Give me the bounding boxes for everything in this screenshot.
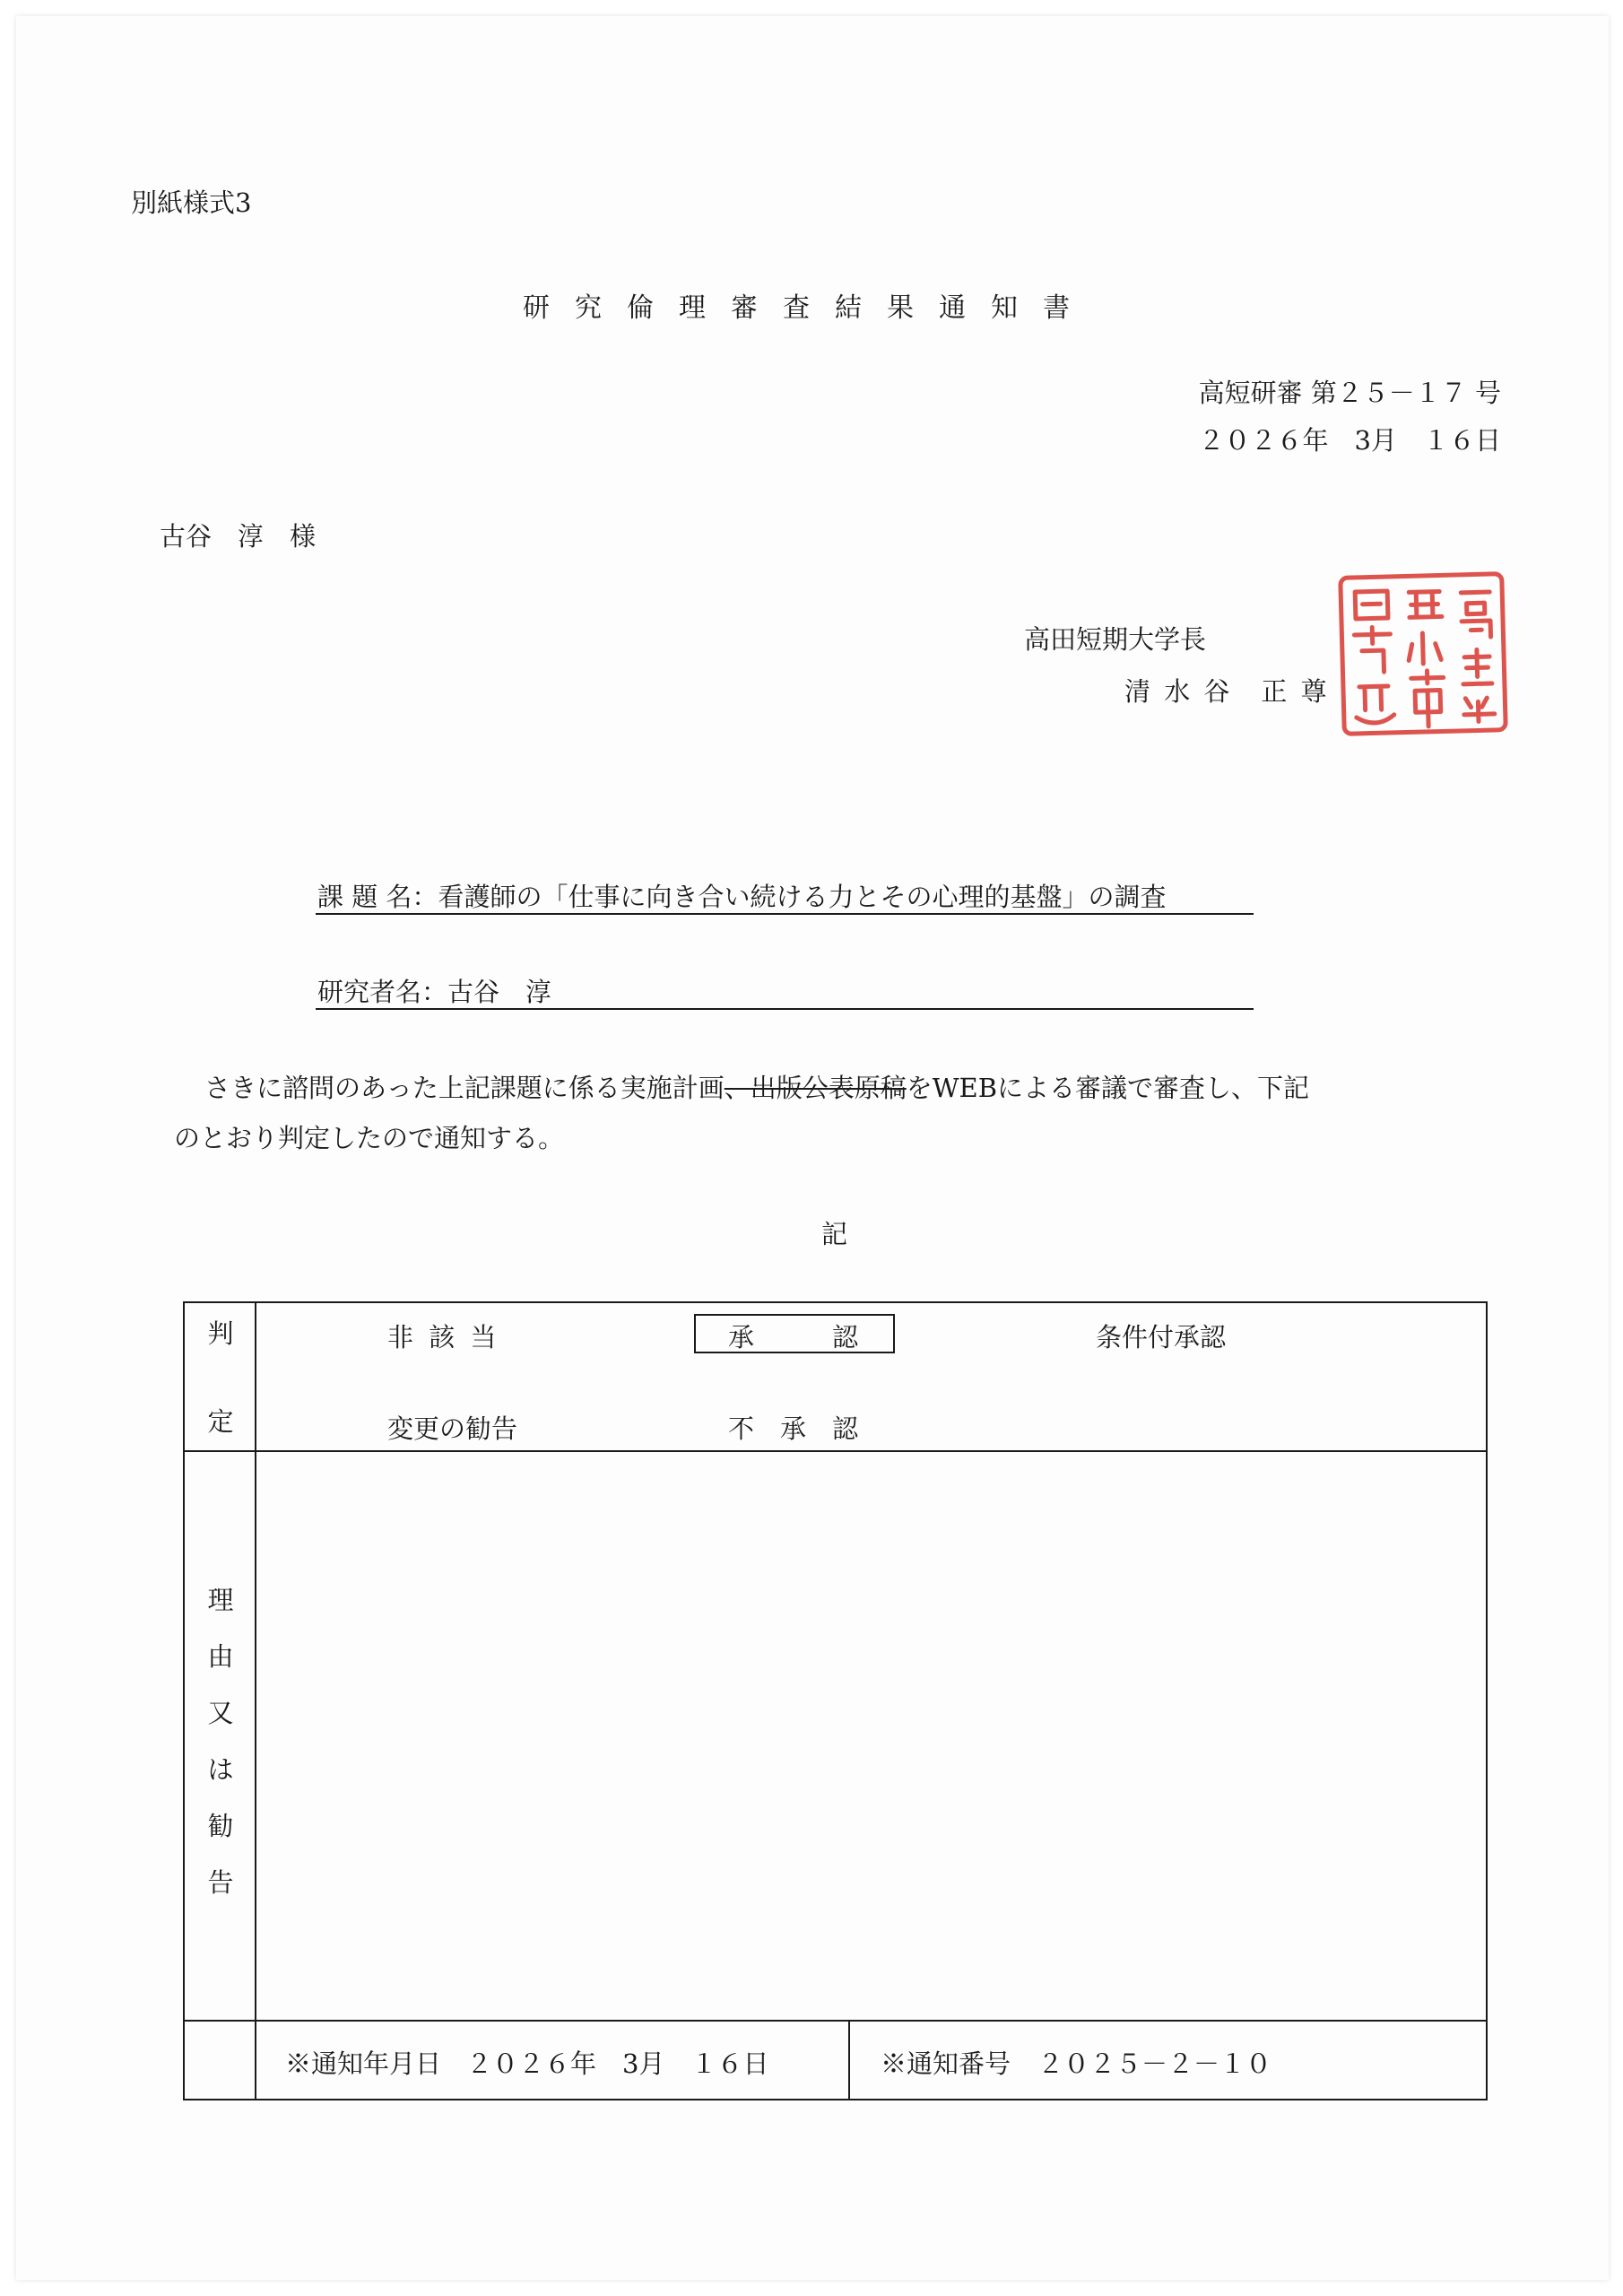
researcher-value: 古谷 淳 bbox=[447, 977, 552, 1007]
notify-date-label: ※通知年月日 bbox=[285, 2048, 442, 2079]
reason-label-char-4: は bbox=[207, 1754, 234, 1785]
recipient: 古谷 淳 様 bbox=[160, 521, 317, 552]
reason-label-char-1: 理 bbox=[207, 1585, 234, 1615]
option-not-applicable[interactable]: 非 該 当 bbox=[387, 1322, 500, 1352]
body-line-2: のとおり判定したので通知する。 bbox=[174, 1123, 565, 1153]
option-change-recommended[interactable]: 変更の勧告 bbox=[387, 1413, 518, 1444]
reason-row-divider bbox=[185, 2020, 1486, 2022]
document-title: 研究倫理審査結果通知書 bbox=[523, 292, 1095, 324]
judgement-label-bottom: 定 bbox=[207, 1406, 234, 1437]
reason-label-char-6: 告 bbox=[207, 1867, 234, 1898]
subject-value: 看護師の「仕事に向き合い続ける力とその心理的基盤」の調査 bbox=[438, 882, 1167, 912]
issue-date: ２０２６年 3月 １６日 bbox=[1198, 425, 1501, 456]
official-seal bbox=[1335, 567, 1512, 742]
reason-label-char-2: 由 bbox=[207, 1641, 234, 1672]
notify-date bbox=[285, 2044, 768, 2081]
issuer-name: 清 水 谷 正 尊 bbox=[1124, 676, 1330, 707]
judgement-table bbox=[183, 1301, 1488, 2100]
struck-text: 、出版公表原稿 bbox=[724, 1073, 907, 1103]
ki-heading: 記 bbox=[821, 1219, 848, 1249]
reason-label-char-3: 又 bbox=[207, 1698, 234, 1728]
judgement-row-divider bbox=[185, 1450, 1486, 1452]
researcher-line bbox=[317, 972, 551, 1009]
option-conditional-approval[interactable]: 条件付承認 bbox=[1096, 1322, 1227, 1352]
subject-line bbox=[317, 877, 1166, 914]
judgement-label-top: 判 bbox=[207, 1318, 234, 1349]
notify-number-label: ※通知番号 bbox=[881, 2048, 1011, 2079]
reason-label-char-5: 勧 bbox=[207, 1811, 234, 1841]
document-page bbox=[16, 16, 1609, 2280]
body-text-part2: をWEBによる審議で審査し、下記 bbox=[906, 1073, 1310, 1103]
reference-number: 高短研審 第２５－１７ 号 bbox=[1198, 378, 1501, 408]
researcher-label: 研究者名： bbox=[317, 977, 448, 1007]
footer-divider bbox=[848, 2020, 850, 2099]
issuer-org: 高田短期大学長 bbox=[1024, 624, 1207, 655]
subject-label: 課 題 名： bbox=[317, 882, 438, 912]
notify-number-value: ２０２５－２－１０ bbox=[1037, 2048, 1272, 2079]
body-line-1 bbox=[204, 1068, 1309, 1105]
option-approved[interactable]: 承 認 bbox=[728, 1322, 859, 1352]
body-text-part1: さきに諮問のあった上記課題に係る実施計画 bbox=[204, 1073, 725, 1103]
notify-date-value: ２０２６年 3月 １６日 bbox=[466, 2048, 769, 2079]
form-label: 別紙様式3 bbox=[131, 187, 252, 218]
option-not-approved[interactable]: 不 承 認 bbox=[728, 1413, 859, 1444]
notify-number bbox=[881, 2044, 1271, 2081]
